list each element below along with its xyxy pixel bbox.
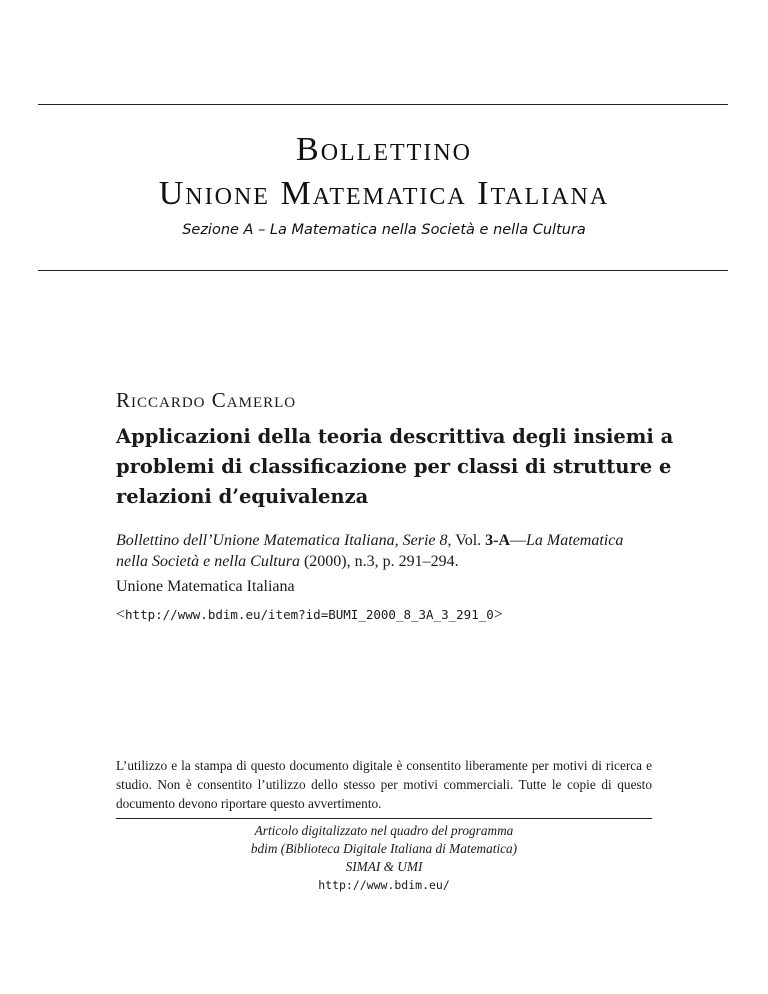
citation-vol-label: , Vol. [447,532,486,549]
footer-rule [116,818,652,819]
url-open-bracket: < [116,606,126,623]
article-url-link[interactable]: http://www.bdim.eu/item?id=BUMI_2000_8_3A_3_291_0 [125,607,494,622]
article-url-line [116,606,503,624]
top-rule [38,104,728,105]
article-title: Applicazioni della teoria descrittiva degli insiemi a problemi di classificazione per classi di strutture e relazioni d’equivalenza [116,425,674,508]
citation [116,530,656,572]
url-close-bracket: > [493,606,503,623]
article-author: Riccardo Camerlo [116,388,297,412]
citation-dash: — [510,532,527,549]
footer-line1: Articolo digitalizzato nel quadro del programma [254,823,514,838]
footer-url-link[interactable]: http://www.bdim.eu/ [318,878,450,892]
journal-title-line1: Bollettino [296,131,472,168]
citation-section: La Matematica nella Società e nella Cultura [116,532,624,570]
citation-volume: 3-A [485,532,511,549]
usage-notice: L’utilizzo e la stampa di questo documento digitale è consentito liberamente per motivi di ricerca e studio. Non è consentito l’utilizzo dello stesso per motivi commerciali. Tutte le copie di questo documento devono riportare questo avvertimento. [116,758,652,811]
journal-section: Sezione A – La Matematica nella Società e nella Cultura [182,222,586,238]
citation-rest: (2000), n.3, p. 291–294. [299,553,459,570]
citation-journal: Bollettino dell’Unione Matematica Italiana, Serie 8 [116,532,448,549]
footer-line3: SIMAI & UMI [345,859,423,874]
middle-rule [38,270,728,271]
publisher: Unione Matematica Italiana [116,578,295,595]
journal-title-line2: Unione Matematica Italiana [158,175,610,212]
footer [116,822,652,894]
footer-line2: bdim (Biblioteca Digitale Italiana di Matematica) [250,841,518,856]
journal-title [0,128,768,216]
